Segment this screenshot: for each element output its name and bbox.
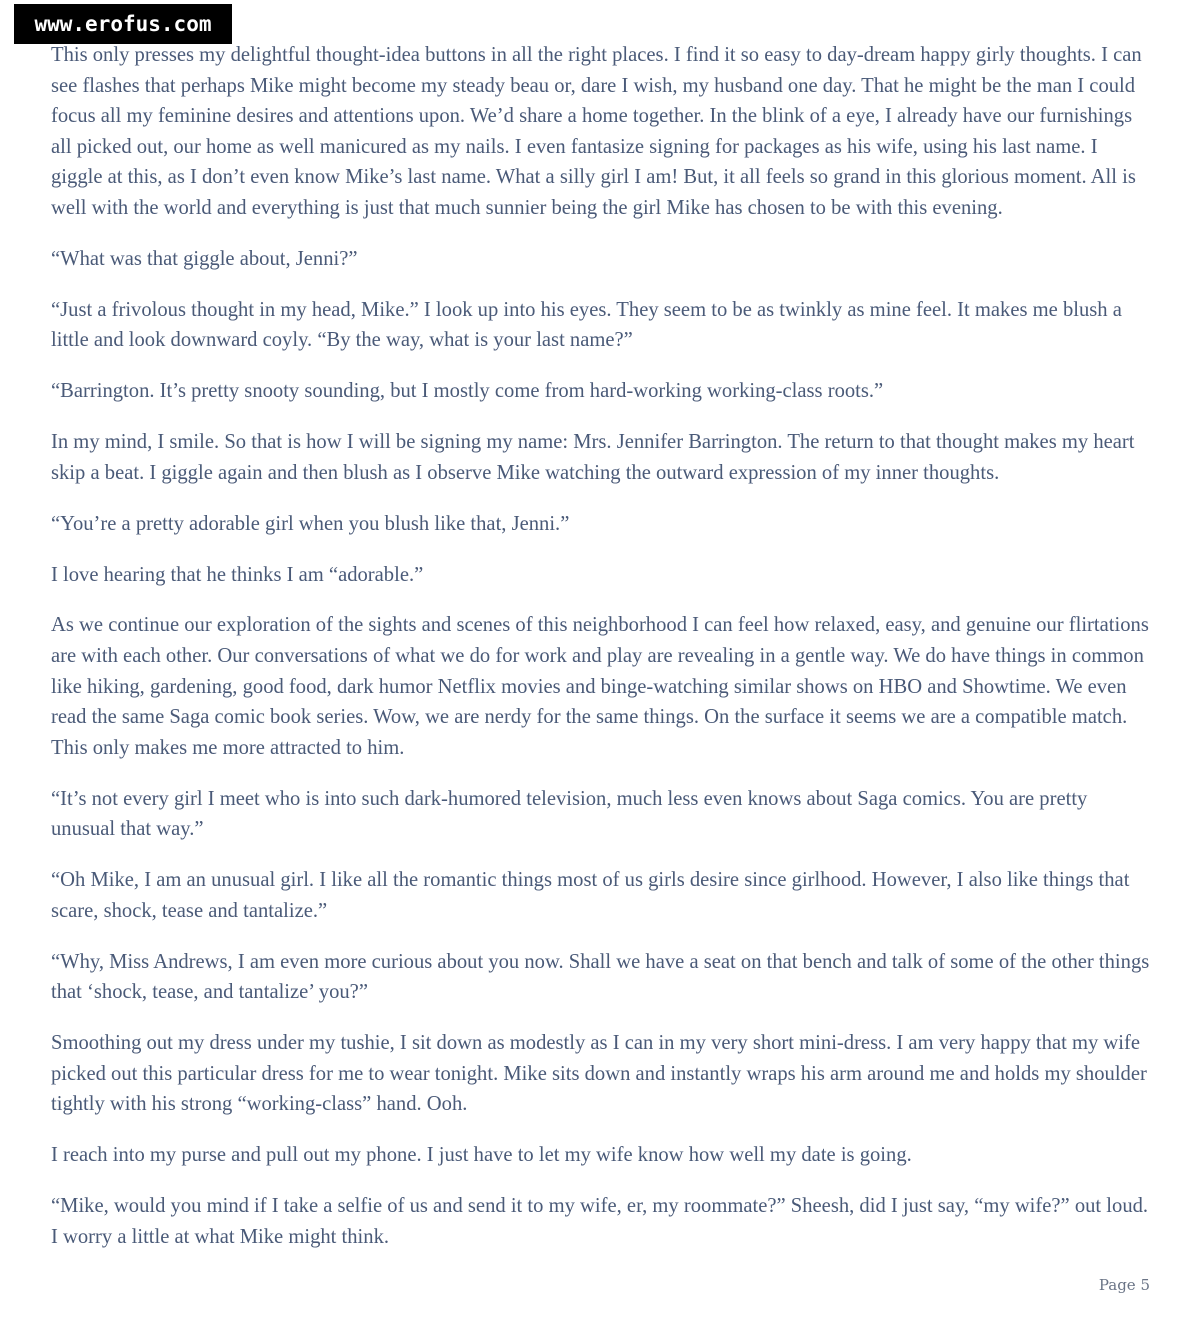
watermark-banner: www.erofus.com [14,4,232,44]
paragraph: I reach into my purse and pull out my phone. I just have to let my wife know how well my date is going. [51,1144,912,1167]
page-body [51,40,1151,1273]
paragraph: “Mike, would you mind if I take a selfie of us and send it to my wife, er, my roommate?” Sheesh, did I just say, “my wife?” out loud. I worry a little at what Mike might think. [51,1195,1149,1248]
paragraph: “What was that giggle about, Jenni?” [51,247,358,270]
paragraph: “Why, Miss Andrews, I am even more curious about you now. Shall we have a seat on that bench and talk of some of the other things that ‘shock, tease, and tantalize’ you?” [51,950,1150,1004]
page-number: Page 5 [1098,1276,1150,1294]
paragraph: As we continue our exploration of the sights and scenes of this neighborhood I can feel how relaxed, easy, and genuine our flirtations are with each other. Our conversations of what we do for work and play are revealing in a gentle way. We do have things in common like hiking, gardening, good food, dark humor Netflix movies and binge-watching similar shows on HBO and Showtime. We even read the same Saga comic book series. Wow, we are nerdy for the same things. On the surface it seems we are a compatible match. This only makes me more attracted to him. [51,614,1149,759]
paragraph: Smoothing out my dress under my tushie, I sit down as modestly as I can in my very short mini-dress. I am very happy that my wife picked out this particular dress for me to wear tonight. Mike sits down and instantly wraps his arm around me and holds my shoulder tightly with his strong “working-class” hand. Ooh. [51,1032,1147,1116]
paragraph: “Just a frivolous thought in my head, Mike.” I look up into his eyes. They seem to be as twinkly as mine feel. It makes me blush a little and look downward coyly. “By the way, what is your last name?” [51,298,1122,352]
paragraph: This only presses my delightful thought-idea buttons in all the right places. I find it so easy to day-dream happy girly thoughts. I can see flashes that perhaps Mike might become my steady beau or, dare I wish, my husband one day. That he might be the man I could focus all my feminine desires and attentions upon. We’d share a home together. In the blink of a eye, I already have our furnishings all picked out, our home as well manicured as my nails. I even fantasize signing for packages as his wife, using his last name. I giggle at this, as I don’t even know Mike’s last name. What a silly girl I am! But, it all feels so grand in this glorious moment. All is well with the world and everything is just that much sunnier being the girl Mike has chosen to be with this evening. [51,44,1142,219]
paragraph: “It’s not every girl I meet who is into such dark-humored television, much less even knows about Saga comics. You are pretty unusual that way.” [51,787,1088,841]
paragraph: “Oh Mike, I am an unusual girl. I like all the romantic things most of us girls desire since girlhood. However, I also like things that scare, shock, tease and tantalize.” [51,869,1130,922]
paragraph: “Barrington. It’s pretty snooty sounding, but I mostly come from hard-working working-class roots.” [51,380,884,403]
paragraph: “You’re a pretty adorable girl when you blush like that, Jenni.” [51,512,570,535]
paragraph: I love hearing that he thinks I am “adorable.” [51,563,424,586]
paragraph: In my mind, I smile. So that is how I will be signing my name: Mrs. Jennifer Barrington. The return to that thought makes my heart skip a beat. I giggle again and then blush as I observe Mike watching the outward expression of my inner thoughts. [51,431,1135,484]
